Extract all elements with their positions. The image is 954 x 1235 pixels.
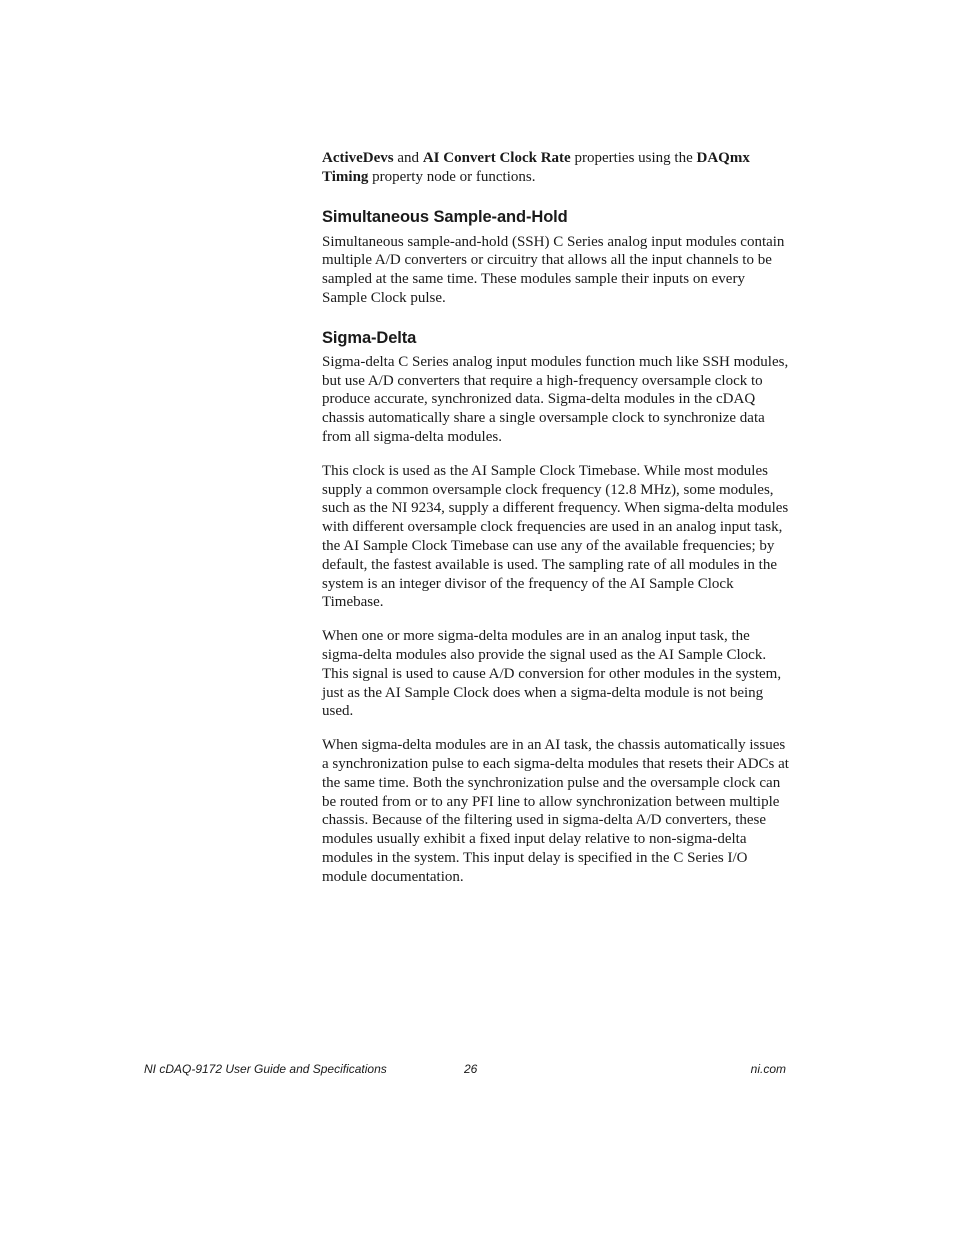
property-activedevs: ActiveDevs <box>322 150 394 166</box>
sigma-delta-paragraph-4: When sigma-delta modules are in an AI task, the chassis automatically issues a synchronization pulse to each sigma-delta modules that resets their ADCs at the same time. Both the synchronization pulse and the oversample clock can be routed from or to any PFI line to allow synchronization between multiple chassis. Because of the filtering used in sigma-delta A/D converters, these modules usually exhibit a fixed input delay relative to non-sigma-delta modules in the system. This input delay is specified in the C Series I/O module documentation. <box>322 737 789 885</box>
footer-website: ni.com <box>750 1062 786 1076</box>
heading-simultaneous-sample-and-hold: Simultaneous Sample-and-Hold <box>322 207 568 226</box>
sigma-delta-paragraph-3: When one or more sigma-delta modules are in an analog input task, the sigma-delta modules also provide the signal used as the AI Sample Clock. This signal is used to cause A/D conversion for other modules in the system, just as the AI Sample Clock does when a sigma-delta module is not being used. <box>322 628 782 720</box>
property-daqmx-timing: DAQmx Timing <box>322 150 750 185</box>
footer-document-title: NI cDAQ-9172 User Guide and Specifications <box>144 1062 387 1076</box>
sigma-delta-paragraph-2: This clock is used as the AI Sample Clock Timebase. While most modules supply a common oversample clock frequency (12.8 MHz), some modules, such as the NI 9234, supply a different frequency. When sigma-delta modules with different oversample clock frequencies are used in an analog input task, the AI Sample Clock Timebase can use any of the available frequencies; by default, the fastest available is used. The sampling rate of all modules in the system is an integer divisor of the frequency of the AI Sample Clock Timebase. <box>322 462 789 611</box>
intro-text-2: properties using the <box>570 150 697 166</box>
property-ai-convert-clock-rate: AI Convert Clock Rate <box>422 150 571 166</box>
intro-paragraph <box>322 149 792 187</box>
page-footer <box>0 1062 954 1078</box>
sigma-delta-paragraph-1: Sigma-delta C Series analog input modules function much like SSH modules, but use A/D converters that require a high-frequency oversample clock to produce accurate, synchronized data. Sigma-delta modules in the cDAQ chassis automatically share a single oversample clock to synchronize data from all sigma-delta modules. <box>322 353 789 445</box>
ssh-paragraph: Simultaneous sample-and-hold (SSH) C Series analog input modules contain multiple A/D converters or circuitry that allows all the input channels to be sampled at the same time. These modules sample their inputs on every Sample Clock pulse. <box>322 233 785 306</box>
footer-page-number: 26 <box>464 1062 478 1076</box>
heading-sigma-delta: Sigma-Delta <box>322 328 417 347</box>
intro-text-3: property node or functions. <box>368 168 536 185</box>
page-content <box>322 149 792 887</box>
intro-text-1: and <box>393 150 423 166</box>
